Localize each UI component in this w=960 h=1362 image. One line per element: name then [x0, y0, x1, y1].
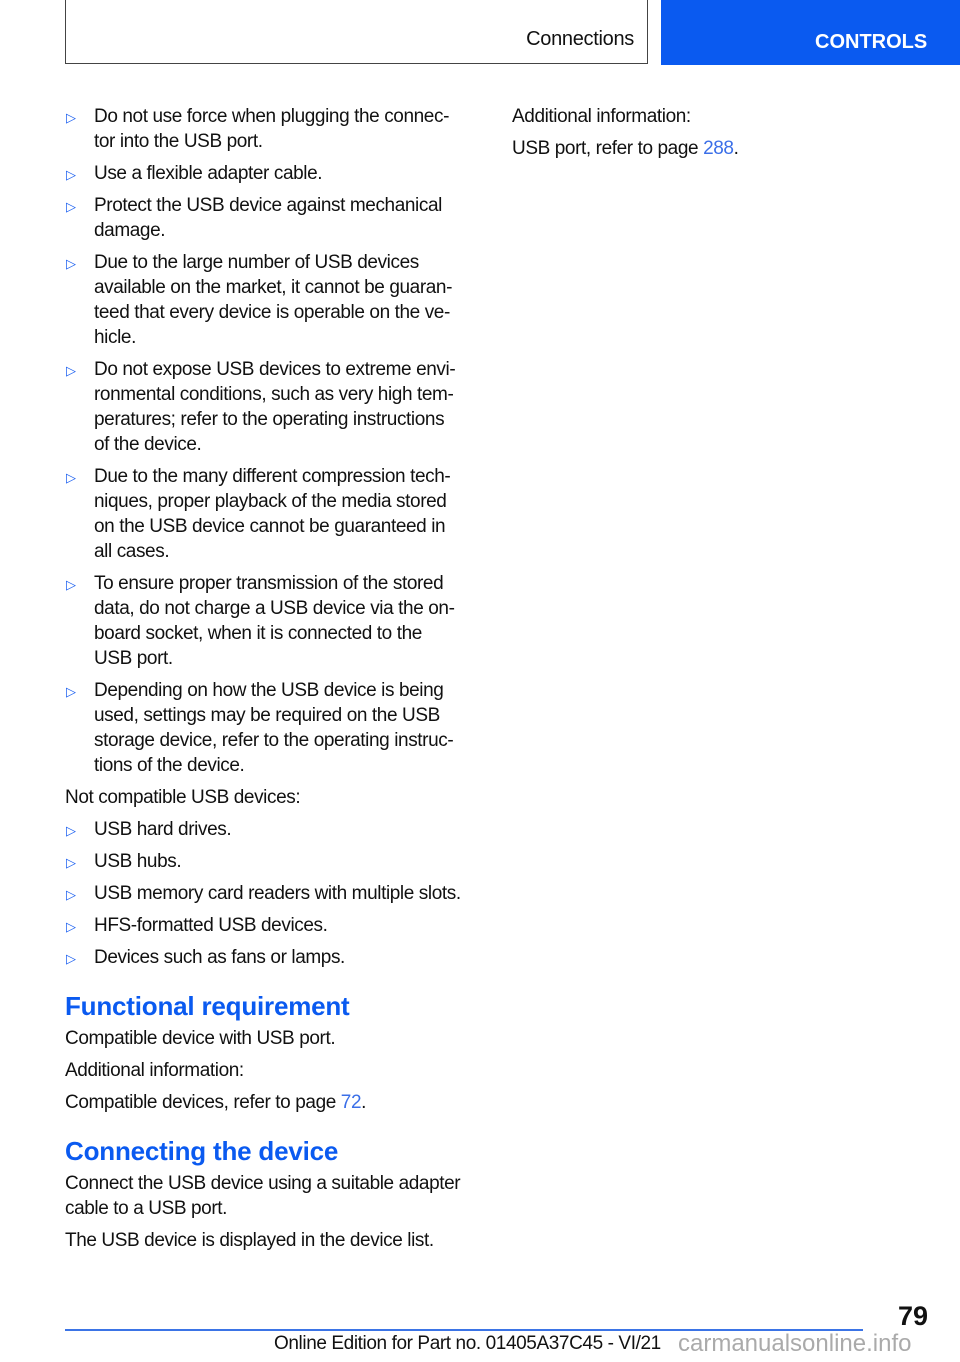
left-column [65, 104, 485, 1260]
bullet-triangle-icon: ▷ [66, 363, 76, 378]
text: USB hubs. [94, 851, 182, 872]
chapter-tab[interactable] [661, 0, 960, 65]
list-item [65, 464, 485, 564]
text: USB hard drives. [94, 819, 232, 840]
bullet-triangle-icon: ▷ [66, 919, 76, 934]
paragraph [65, 1228, 485, 1253]
list-item [65, 104, 485, 154]
text: USB memory card readers with multiple slots. [94, 883, 461, 904]
list-item [65, 193, 485, 243]
paragraph [512, 104, 912, 129]
section-title: Connections [526, 28, 634, 50]
text: Due to the many different compression tech- niques, proper playback of the media stored on the USB device cannot be guaranteed in all cases. [94, 466, 451, 562]
bullet-triangle-icon: ▷ [66, 167, 76, 182]
bullet-triangle-icon: ▷ [66, 951, 76, 966]
list-item [65, 250, 485, 350]
section-heading: Connecting the device [65, 1136, 339, 1166]
text: Do not use force when plugging the connec- tor into the USB port. [94, 106, 449, 152]
paragraph [65, 1026, 485, 1051]
list-item [65, 881, 485, 906]
page-link[interactable]: 288 [703, 138, 734, 159]
watermark: carmanualsonline.info [678, 1330, 912, 1357]
text: Additional information: [65, 1060, 244, 1081]
text: Compatible devices, refer to page [65, 1092, 341, 1113]
bullet-triangle-icon: ▷ [66, 256, 76, 271]
bullet-triangle-icon: ▷ [66, 684, 76, 699]
text: Compatible device with USB port. [65, 1028, 336, 1049]
page-number: 79 [897, 1301, 928, 1331]
text: Use a flexible adapter cable. [94, 163, 323, 184]
page-link[interactable]: 72 [340, 1092, 362, 1113]
bullet-triangle-icon: ▷ [66, 855, 76, 870]
text: Do not expose USB devices to extreme envi- ronmental conditions, such as very high tem- peratures; refer to the operating instructions of the device. [94, 359, 456, 455]
section-heading: Functional requirement [65, 991, 350, 1021]
list-item [65, 817, 485, 842]
edition-text: Online Edition for Part no. 01405A37C45 - VI/21 [274, 1333, 661, 1354]
text: Depending on how the USB device is being used, settings may be required on the USB storage device, refer to the operating instruc- tions of the device. [94, 680, 454, 776]
chapter-label: CONTROLS [815, 31, 928, 53]
paragraph [65, 1058, 485, 1083]
text: . [733, 138, 739, 159]
list-item [65, 913, 485, 938]
text: Devices such as fans or lamps. [94, 947, 345, 968]
text: The USB device is displayed in the device list. [65, 1230, 434, 1251]
paragraph [65, 785, 485, 810]
text: To ensure proper transmission of the stored data, do not charge a USB device via the on- board socket, when it is connected to the USB port. [94, 573, 455, 669]
text: USB port, refer to page [512, 138, 704, 159]
text: Connect the USB device using a suitable adapter cable to a USB port. [65, 1173, 461, 1219]
right-column [512, 104, 912, 168]
bullet-triangle-icon: ▷ [66, 577, 76, 592]
list-item [65, 678, 485, 778]
text: Additional information: [512, 106, 691, 127]
paragraph [65, 1171, 485, 1221]
bullet-triangle-icon: ▷ [66, 470, 76, 485]
list-item [65, 161, 485, 186]
bullet-triangle-icon: ▷ [66, 199, 76, 214]
paragraph [65, 1090, 485, 1115]
text: Not compatible USB devices: [65, 787, 301, 808]
bullet-triangle-icon: ▷ [66, 823, 76, 838]
header-box [65, 0, 648, 64]
text: HFS-formatted USB devices. [94, 915, 328, 936]
paragraph [512, 136, 912, 161]
bullet-triangle-icon: ▷ [66, 887, 76, 902]
list-item [65, 945, 485, 970]
text: . [361, 1092, 367, 1113]
text: Due to the large number of USB devices available on the market, it cannot be guaran- teed that every device is operable on the ve- hicle. [94, 252, 453, 348]
bullet-triangle-icon: ▷ [66, 110, 76, 125]
list-item [65, 571, 485, 671]
list-item [65, 357, 485, 457]
list-item [65, 849, 485, 874]
text: Protect the USB device against mechanical damage. [94, 195, 442, 241]
